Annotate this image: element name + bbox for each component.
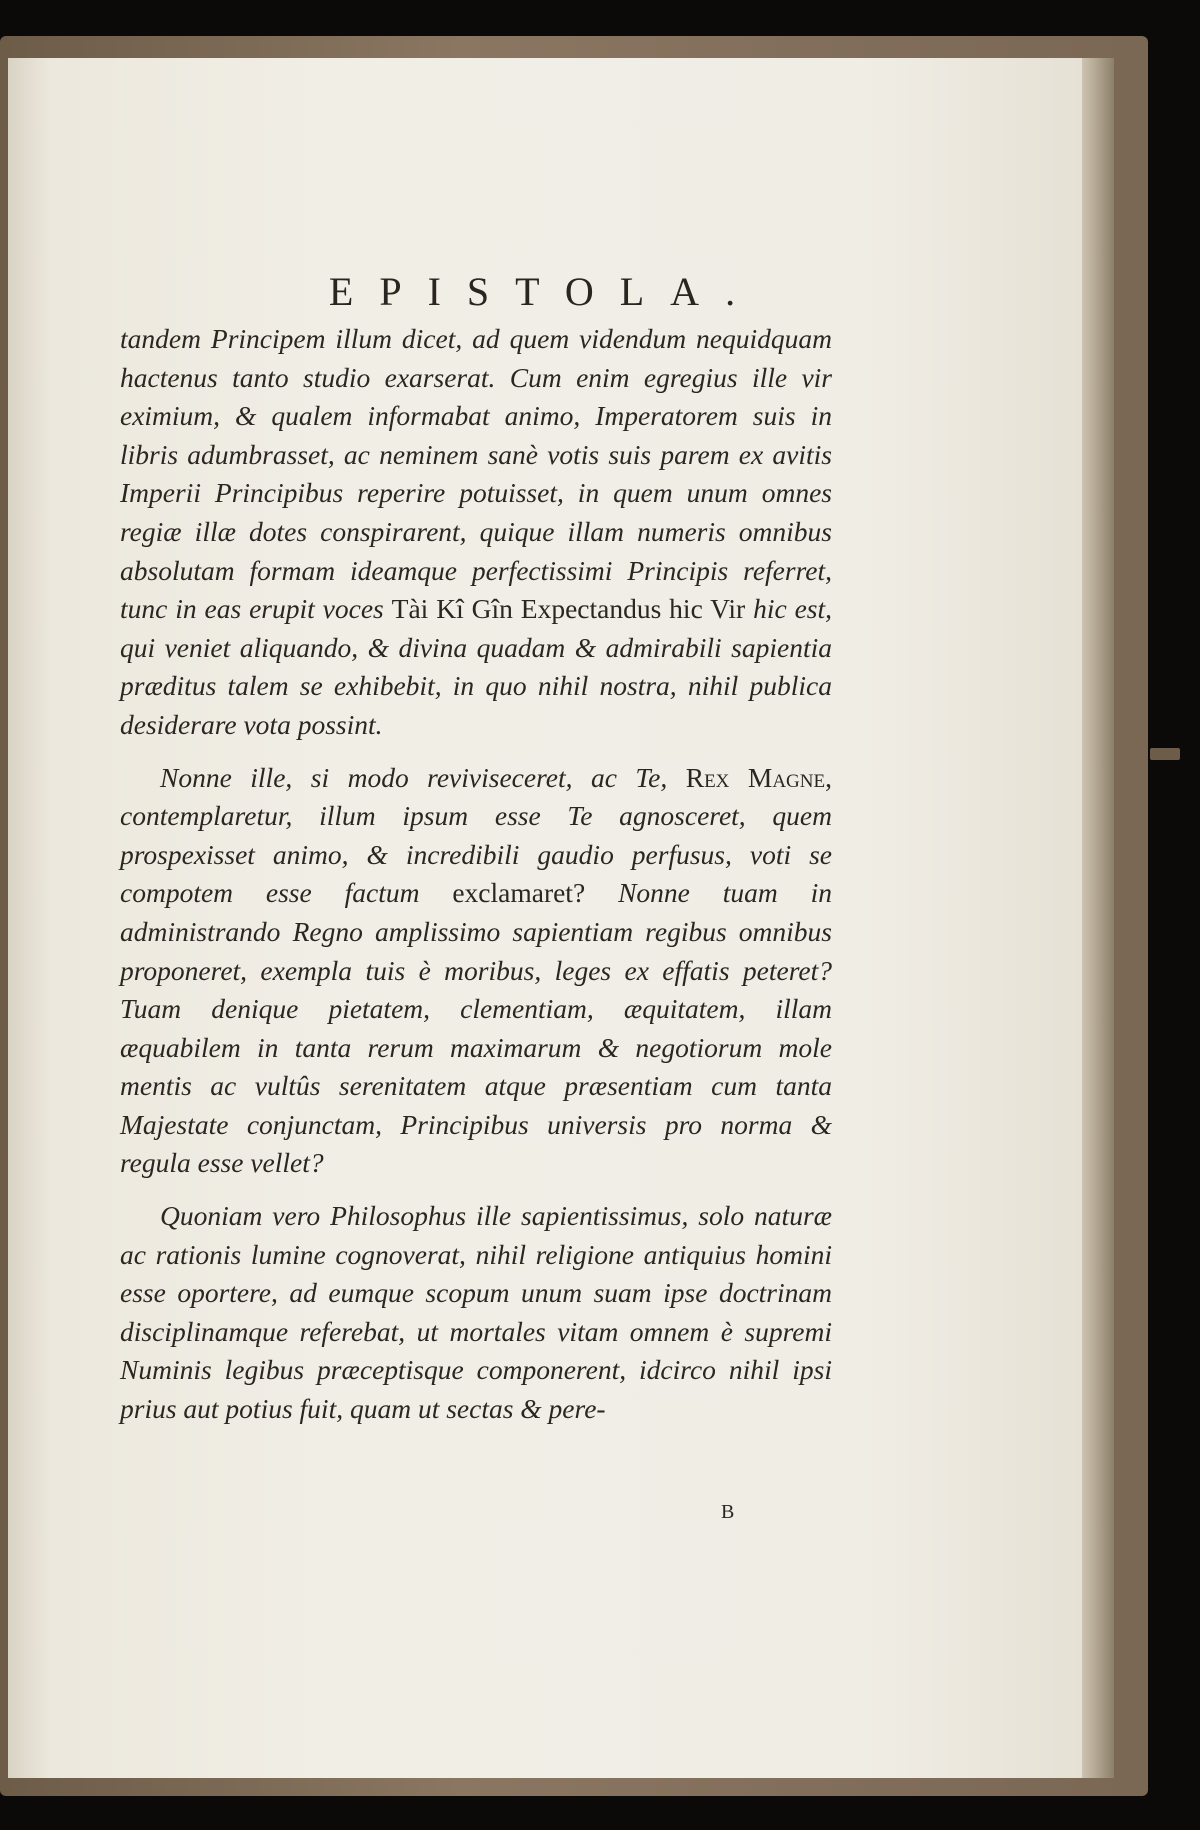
- paragraph-3: Quoniam vero Philosophus ille sapientissimus, solo naturæ ac rationis lumine cognoverat, nihil religione antiquius homini esse oportere, ad eumque scopum unum suam ipse doctrinam disciplinamque referebat, ut mortales vitam omnem è supremi Numinis legibus præceptisque componerent, idcirco nihil ipsi prius aut potius fuit, quam ut sectas & pere-: [120, 1200, 832, 1425]
- signature-mark: B: [721, 1501, 735, 1523]
- book-page: [8, 58, 1082, 1778]
- paragraph-2-roman: exclamaret?: [452, 877, 586, 909]
- page-heading: EPISTOLA.: [328, 269, 762, 314]
- page-edge: [1080, 58, 1114, 1778]
- paragraph-1-part-b: hic est, qui veniet aliquando, & divina quadam & admirabili sapientia præditus talem se exhibebit, in quo nihil nostra, nihil publica desiderare vota possint.: [120, 593, 833, 740]
- paragraph-1-part-a: tandem Principem illum dicet, ad quem videndum nequidquam hactenus tanto studio exarserat. Cum enim egregius ille vir eximium, & qualem informabat animo, Imperatorem suis in libris adumbrasset, ac neminem sanè votis suis parem ex avitis Imperii Principibus reperire potuisset, in quem unum omnes regiæ illæ dotes conspirarent, quique illam numeris omnibus absolutam formam ideamque perfectissimi Principis referret, tunc in eas erupit voces: [120, 323, 832, 625]
- paragraph-2-part-c: Nonne tuam in administrando Regno amplissimo sapientiam regibus omnibus proponeret, exempla tuis è moribus, leges ex effatis peteret? Tuam denique pietatem, clementiam, æquitatem, illam æquabilem in tanta rerum maximarum & negotiorum mole mentis ac vultûs serenitatem atque præsentiam cum tanta Majestate conjunctam, Principibus universis pro norma & regula esse vellet?: [120, 877, 833, 1179]
- paragraph-1-roman: Tài Kî Gîn Expectandus hic Vir: [391, 593, 746, 625]
- paragraph-2-part-a: Nonne ille, si modo reviviseceret, ac Te,: [160, 761, 668, 793]
- paragraph-2: [120, 759, 832, 1184]
- paragraph-1: [120, 320, 832, 745]
- paragraph-2-part-b: contemplaretur, illum ipsum esse Te agnosceret, quem prospexisset animo, & incredibili gaudio perfusus, voti se compotem esse factum: [120, 800, 832, 909]
- paragraph-2-smallcaps: Rex Magne,: [685, 761, 832, 793]
- body-text: [120, 320, 832, 1429]
- ribbon-marker: [1150, 748, 1180, 760]
